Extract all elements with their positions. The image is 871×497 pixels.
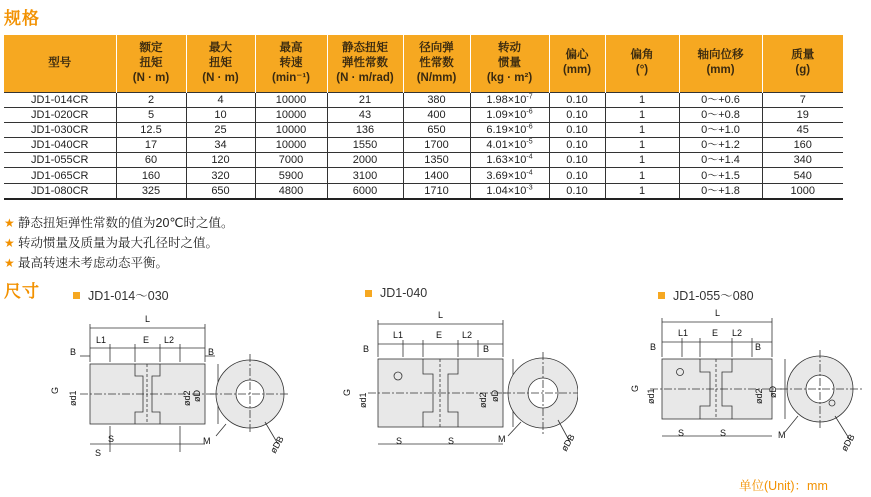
svg-text:ød2: ød2 xyxy=(182,390,192,406)
cell-radial: 1700 xyxy=(403,138,470,153)
svg-text:B: B xyxy=(208,347,215,357)
cell-rated: 17 xyxy=(116,138,186,153)
svg-text:L2: L2 xyxy=(732,328,743,338)
cell-speed: 4800 xyxy=(255,183,327,199)
cell-static: 1550 xyxy=(327,138,403,153)
svg-text:øD: øD xyxy=(192,390,202,402)
cell-axial: 0～+0.8 xyxy=(679,107,762,122)
cell-static: 6000 xyxy=(327,183,403,199)
svg-text:B: B xyxy=(483,344,490,354)
cell-max: 320 xyxy=(186,168,255,183)
drawing-label-014-030: JD1-014～030 xyxy=(73,286,169,304)
cell-angle: 1 xyxy=(605,183,679,199)
svg-text:G: G xyxy=(50,386,60,394)
cell-speed: 10000 xyxy=(255,138,327,153)
cell-axial: 0～+1.4 xyxy=(679,153,762,168)
svg-text:øDB: øDB xyxy=(559,432,577,453)
cell-axial: 0～+1.2 xyxy=(679,138,762,153)
svg-text:G: G xyxy=(630,384,640,392)
cell-ecc: 0.10 xyxy=(549,122,605,137)
dimension-section-title: 尺寸 xyxy=(4,282,40,301)
cell-static: 43 xyxy=(327,107,403,122)
header-mass: 质量 (g) xyxy=(762,35,843,92)
cell-inertia: $4.01\times 10^{-5}$ xyxy=(470,138,549,153)
svg-text:L2: L2 xyxy=(164,335,175,345)
drawing-jd1-055-080 xyxy=(620,304,865,464)
svg-text:E: E xyxy=(143,335,150,345)
svg-text:E: E xyxy=(712,328,719,338)
cell-axial: 0～+0.6 xyxy=(679,92,762,107)
bullet-square-icon xyxy=(73,292,80,299)
svg-text:øD: øD xyxy=(768,386,778,398)
star-icon: ★ xyxy=(4,216,15,230)
cell-inertia: $1.98\times 10^{-7}$ xyxy=(470,92,549,107)
svg-text:øDB: øDB xyxy=(839,432,857,453)
cell-mass: 160 xyxy=(762,138,843,153)
cell-angle: 1 xyxy=(605,168,679,183)
svg-text:B: B xyxy=(650,342,657,352)
cell-max: 34 xyxy=(186,138,255,153)
svg-text:øDB: øDB xyxy=(268,434,286,455)
cell-ecc: 0.10 xyxy=(549,107,605,122)
unit-label: 单位(Unit)：mm xyxy=(739,479,828,493)
svg-text:L1: L1 xyxy=(393,330,404,340)
spec-section-title: 规格 xyxy=(4,9,40,28)
cell-angle: 1 xyxy=(605,138,679,153)
cell-rated: 5 xyxy=(116,107,186,122)
svg-text:S: S xyxy=(108,434,115,444)
svg-text:L: L xyxy=(715,308,721,318)
svg-text:G: G xyxy=(342,388,352,396)
header-axial: 轴向位移 (mm) xyxy=(679,35,762,92)
bullet-square-icon xyxy=(365,290,372,297)
table-row xyxy=(4,168,843,183)
cell-model: JD1-080CR xyxy=(4,183,116,199)
spec-header-row xyxy=(4,35,843,92)
cell-rated: 325 xyxy=(116,183,186,199)
cell-radial: 380 xyxy=(403,92,470,107)
svg-text:ød2: ød2 xyxy=(754,388,764,404)
cell-mass: 1000 xyxy=(762,183,843,199)
cell-model: JD1-065CR xyxy=(4,168,116,183)
header-model: 型号 xyxy=(4,35,116,92)
svg-text:M: M xyxy=(778,430,786,440)
svg-text:B: B xyxy=(755,342,762,352)
svg-text:øD: øD xyxy=(490,390,500,402)
header-inertia: 转动 惯量 (kg · m²) xyxy=(470,35,549,92)
header-max-speed: 最高 转速 (min⁻¹) xyxy=(255,35,327,92)
note-item: ★ 最高转速未考虑动态平衡。 xyxy=(4,253,233,273)
cell-rated: 12.5 xyxy=(116,122,186,137)
svg-text:B: B xyxy=(363,344,370,354)
cell-model: JD1-055CR xyxy=(4,153,116,168)
table-row xyxy=(4,122,843,137)
cell-speed: 10000 xyxy=(255,122,327,137)
header-radial-stiffness: 径向弹 性常数 (N/mm) xyxy=(403,35,470,92)
cell-mass: 19 xyxy=(762,107,843,122)
notes xyxy=(4,213,233,273)
svg-text:L1: L1 xyxy=(678,328,689,338)
cell-mass: 45 xyxy=(762,122,843,137)
svg-text:L: L xyxy=(145,314,151,324)
cell-static: 136 xyxy=(327,122,403,137)
svg-text:S: S xyxy=(95,448,102,458)
drawing-label-040: JD1-040 xyxy=(365,286,427,300)
cell-ecc: 0.10 xyxy=(549,153,605,168)
cell-max: 650 xyxy=(186,183,255,199)
drawing-jd1-014-030 xyxy=(50,304,290,464)
cell-max: 120 xyxy=(186,153,255,168)
table-row xyxy=(4,107,843,122)
svg-text:B: B xyxy=(70,347,77,357)
spec-table xyxy=(4,35,843,200)
star-icon: ★ xyxy=(4,236,15,250)
svg-text:ød1: ød1 xyxy=(646,388,656,404)
svg-text:E: E xyxy=(436,330,443,340)
cell-mass: 540 xyxy=(762,168,843,183)
cell-max: 25 xyxy=(186,122,255,137)
cell-angle: 1 xyxy=(605,107,679,122)
header-rated-torque: 额定 扭矩 (N · m) xyxy=(116,35,186,92)
cell-ecc: 0.10 xyxy=(549,168,605,183)
cell-max: 10 xyxy=(186,107,255,122)
cell-inertia: $1.09\times 10^{-6}$ xyxy=(470,107,549,122)
cell-ecc: 0.10 xyxy=(549,138,605,153)
cell-rated: 60 xyxy=(116,153,186,168)
cell-axial: 0～+1.0 xyxy=(679,122,762,137)
cell-rated: 160 xyxy=(116,168,186,183)
cell-radial: 1350 xyxy=(403,153,470,168)
cell-speed: 5900 xyxy=(255,168,327,183)
table-row xyxy=(4,138,843,153)
cell-angle: 1 xyxy=(605,153,679,168)
cell-angle: 1 xyxy=(605,122,679,137)
cell-radial: 1710 xyxy=(403,183,470,199)
svg-text:ød1: ød1 xyxy=(68,390,78,406)
bullet-square-icon xyxy=(658,292,665,299)
svg-text:S: S xyxy=(720,428,727,438)
header-max-torque: 最大 扭矩 (N · m) xyxy=(186,35,255,92)
cell-inertia: $6.19\times 10^{-6}$ xyxy=(470,122,549,137)
cell-model: JD1-040CR xyxy=(4,138,116,153)
svg-text:M: M xyxy=(203,436,211,446)
cell-static: 21 xyxy=(327,92,403,107)
cell-static: 2000 xyxy=(327,153,403,168)
table-row xyxy=(4,153,843,168)
cell-radial: 1400 xyxy=(403,168,470,183)
drawing-jd1-040 xyxy=(338,304,578,464)
cell-axial: 0～+1.8 xyxy=(679,183,762,199)
star-icon: ★ xyxy=(4,256,15,270)
svg-text:ød2: ød2 xyxy=(478,392,488,408)
cell-inertia: $1.63\times 10^{-4}$ xyxy=(470,153,549,168)
cell-mass: 340 xyxy=(762,153,843,168)
cell-ecc: 0.10 xyxy=(549,183,605,199)
note-item: ★ 转动惯量及质量为最大孔径时之值。 xyxy=(4,233,233,253)
cell-mass: 7 xyxy=(762,92,843,107)
cell-static: 3100 xyxy=(327,168,403,183)
svg-text:L1: L1 xyxy=(96,335,107,345)
svg-text:S: S xyxy=(396,436,403,446)
cell-rated: 2 xyxy=(116,92,186,107)
cell-speed: 10000 xyxy=(255,92,327,107)
svg-text:L2: L2 xyxy=(462,330,473,340)
cell-max: 4 xyxy=(186,92,255,107)
svg-text:S: S xyxy=(678,428,685,438)
cell-speed: 10000 xyxy=(255,107,327,122)
header-eccentricity: 偏心 (mm) xyxy=(549,35,605,92)
cell-model: JD1-030CR xyxy=(4,122,116,137)
cell-model: JD1-014CR xyxy=(4,92,116,107)
header-angle: 偏角 (°) xyxy=(605,35,679,92)
svg-text:L: L xyxy=(438,310,444,320)
cell-ecc: 0.10 xyxy=(549,92,605,107)
note-item: ★ 静态扭矩弹性常数的值为20℃时之值。 xyxy=(4,213,233,233)
drawing-label-055-080: JD1-055～080 xyxy=(658,286,754,304)
header-static-torsion: 静态扭矩 弹性常数 (N · m/rad) xyxy=(327,35,403,92)
cell-radial: 400 xyxy=(403,107,470,122)
table-row xyxy=(4,183,843,199)
table-row xyxy=(4,92,843,107)
svg-text:ød1: ød1 xyxy=(358,392,368,408)
svg-text:M: M xyxy=(498,434,506,444)
cell-inertia: $1.04\times 10^{-3}$ xyxy=(470,183,549,199)
cell-model: JD1-020CR xyxy=(4,107,116,122)
cell-angle: 1 xyxy=(605,92,679,107)
cell-speed: 7000 xyxy=(255,153,327,168)
cell-radial: 650 xyxy=(403,122,470,137)
svg-text:S: S xyxy=(448,436,455,446)
cell-axial: 0～+1.5 xyxy=(679,168,762,183)
cell-inertia: $3.69\times 10^{-4}$ xyxy=(470,168,549,183)
